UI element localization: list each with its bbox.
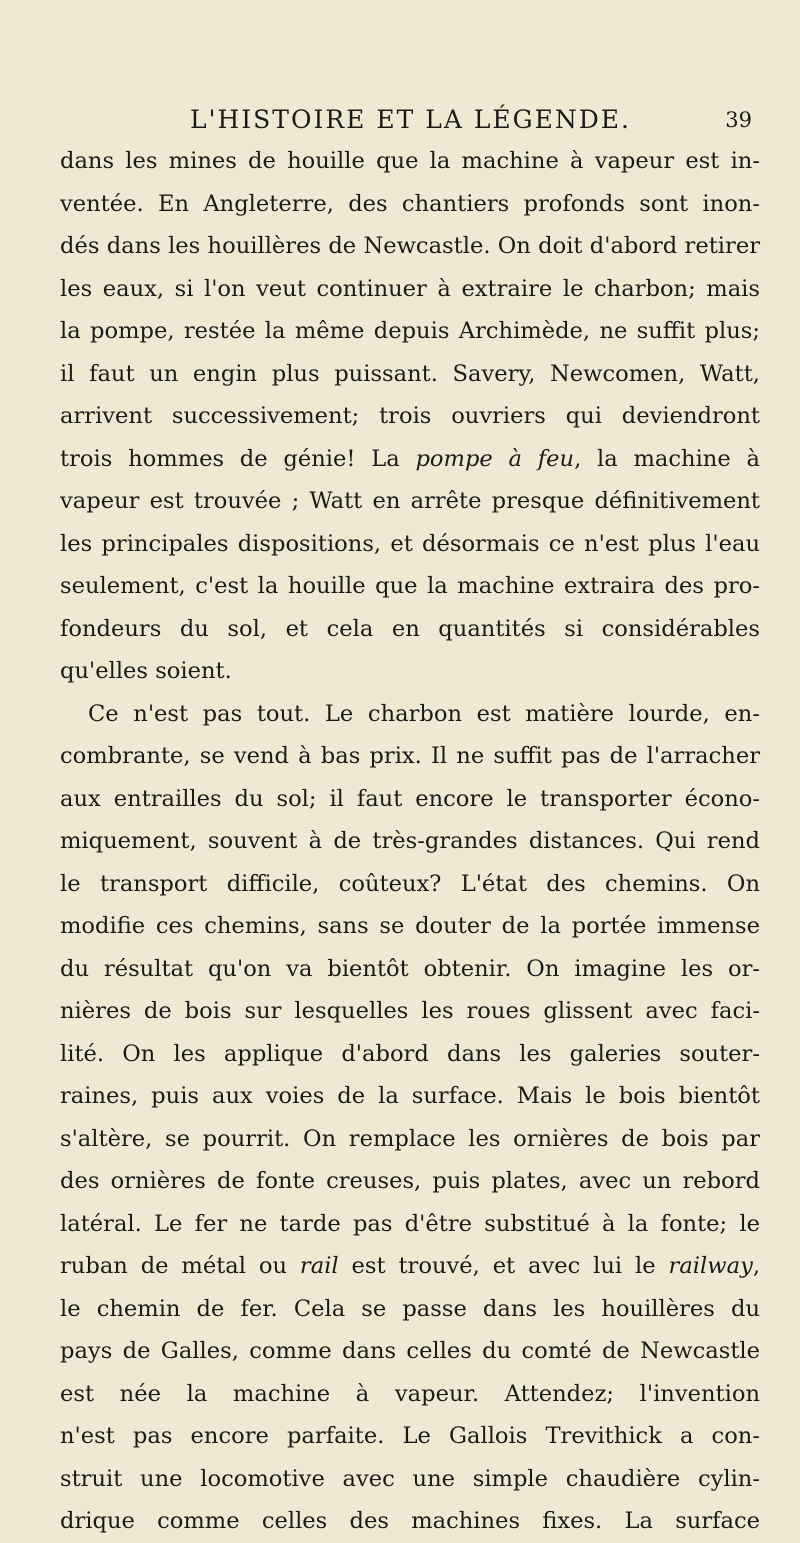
text-line: la pompe, restée la même depuis Archimède, ne suffit plus; <box>60 318 760 344</box>
text-line: s'altère, se pourrit. On remplace les ornières de bois par <box>60 1125 760 1152</box>
text-line: le transport difficile, coûteux? L'état des chemins. On <box>60 870 760 897</box>
text-line: lité. On les applique d'abord dans les galeries souter- <box>60 1040 760 1067</box>
text-line: nières de bois sur lesquelles les roues glissent avec faci- <box>60 998 760 1024</box>
text-line: fondeurs du sol, et cela en quantités si considérables <box>60 615 760 642</box>
text-segment: est trouvé, et avec lui le <box>338 1253 669 1279</box>
text-line <box>60 1245 760 1288</box>
text-line: est née la machine à vapeur. Attendez; l'invention <box>60 1380 760 1407</box>
text-line: seulement, c'est la houille que la machine extraira des pro- <box>60 573 760 599</box>
text-line: des ornières de fonte creuses, puis plates, avec un rebord <box>60 1168 760 1194</box>
text-segment: trois hommes de génie! La <box>60 445 416 472</box>
text-line: dans les mines de houille que la machine à vapeur est in- <box>60 148 760 174</box>
italic-term: railway <box>668 1253 753 1279</box>
text-line: ventée. En Angleterre, des chantiers profonds sont inon- <box>60 190 760 217</box>
text-line: Ce n'est pas tout. Le charbon est matière lourde, en- <box>88 700 760 727</box>
text-line <box>60 438 760 481</box>
text-line: drique comme celles des machines fixes. La surface <box>60 1508 760 1534</box>
text-line: latéral. Le fer ne tarde pas d'être substitué à la fonte; le <box>60 1210 760 1237</box>
text-line: du résultat qu'on va bientôt obtenir. On imagine les or- <box>60 955 760 982</box>
text-line: dés dans les houillères de Newcastle. On doit d'abord retirer <box>60 233 760 259</box>
text-line: qu'elles soient. <box>60 658 232 684</box>
italic-term: rail <box>299 1253 339 1279</box>
text-segment: ruban de métal ou <box>60 1253 300 1279</box>
text-line: modifie ces chemins, sans se douter de la portée immense <box>60 913 760 939</box>
body-text <box>60 140 760 1543</box>
text-line: miquement, souvent à de très-grandes distances. Qui rend <box>60 828 760 854</box>
text-line: raines, puis aux voies de la surface. Mais le bois bientôt <box>60 1083 760 1109</box>
text-line: les principales dispositions, et désormais ce n'est plus l'eau <box>60 530 760 557</box>
text-line: struit une locomotive avec une simple chaudière cylin- <box>60 1465 760 1492</box>
text-segment: , <box>752 1253 761 1279</box>
text-line: arrivent successivement; trois ouvriers qui deviendront <box>60 403 760 429</box>
running-header: L'HISTOIRE ET LA LÉGENDE. <box>190 105 632 134</box>
text-line: pays de Galles, comme dans celles du comté de Newcastle <box>60 1338 760 1364</box>
text-line: combrante, se vend à bas prix. Il ne suffit pas de l'arracher <box>60 743 760 769</box>
text-line: le chemin de fer. Cela se passe dans les houillères du <box>60 1295 760 1322</box>
italic-term: pompe à feu <box>415 445 575 472</box>
page-number: 39 <box>725 108 752 132</box>
text-line: vapeur est trouvée ; Watt en arrête presque définitivement <box>60 488 760 514</box>
text-line: les eaux, si l'on veut continuer à extraire le charbon; mais <box>60 275 760 302</box>
text-line: il faut un engin plus puissant. Savery, Newcomen, Watt, <box>60 360 760 387</box>
text-line: aux entrailles du sol; il faut encore le transporter écono- <box>60 785 760 812</box>
text-segment: , la machine à <box>574 445 760 472</box>
text-line: n'est pas encore parfaite. Le Gallois Trevithick a con- <box>60 1423 760 1449</box>
